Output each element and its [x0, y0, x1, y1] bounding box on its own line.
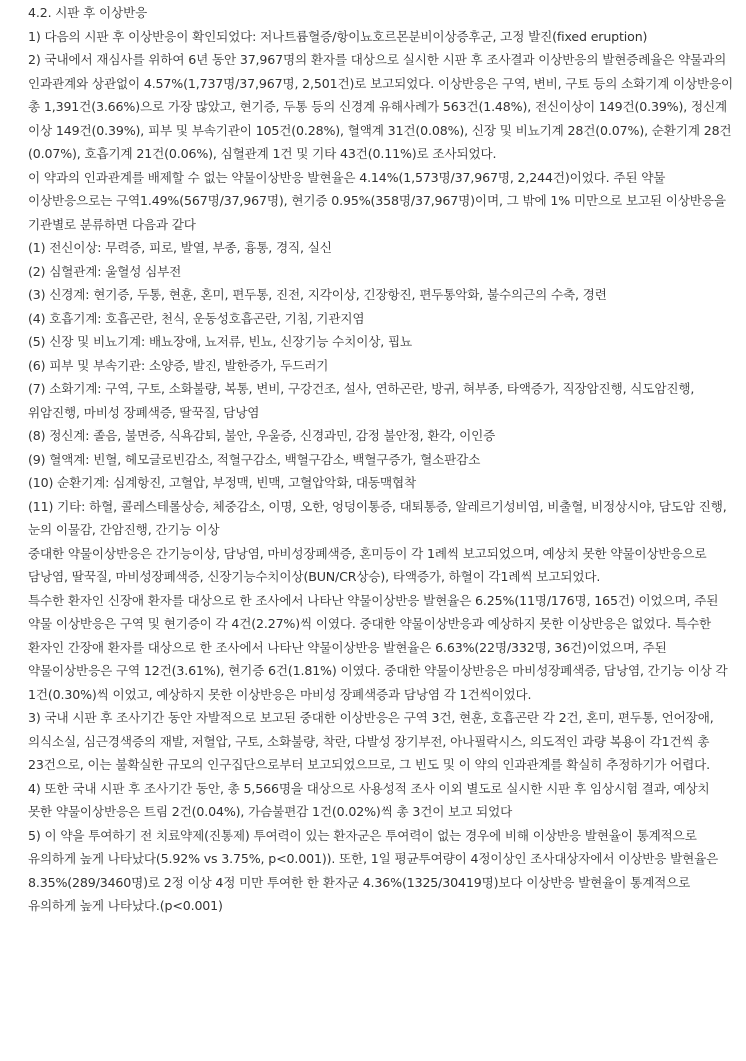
list-item-skin: (6) 피부 및 부속기관: 소양증, 발진, 발한증가, 두드러기: [28, 357, 329, 373]
list-item-psychiatric: (8) 정신계: 졸음, 불면증, 식욕감퇴, 불안, 우울증, 신경과민, 감정 불안정, 환각, 이인증: [28, 428, 496, 443]
paragraph-postmarketing-trial: 4) 또한 국내 시판 후 조사기간 동안, 총 5,566명을 대상으로 사용성적 조사 이외 별도로 실시한 시판 후 임상시험 결과, 예상치 못한 약물이상반응은 트림 2건(0.04%), 가슴불편감 1건(0.02%)씩 총 3건이 보고 되었다: [28, 780, 710, 819]
paragraph-prior-treatment: 5) 이 약을 투여하기 전 치료약제(진통제) 투여력이 있는 환자군은 투여력이 없는 경우에 비해 이상반응 발현율이 통계적으로 유의하게 높게 나타났다(5.92% vs 3.75%, p<0.001)). 또한, 1일 평균투여량이 4정이상인 조사대상자에서 이상반응 발현율은 8.35%(289/3460명)로 2정 이상 4정 미만 투여한 한 환자군 4.36%(1325/30419명)보다 이상반응 발현율이 통계적으로 유의하게 높게 나타났다.(p<0.001): [28, 827, 719, 913]
list-item-general: (1) 전신이상: 무력증, 피로, 발열, 부종, 흉통, 경직, 실신: [28, 240, 332, 255]
list-item-other: (11) 기타: 하혈, 콜레스테롤상승, 체중감소, 이명, 오한, 엉덩이통증, 대퇴통증, 알레르기성비염, 비출혈, 비정상시야, 담도암 진행, 눈의 이물감, 간암진행, 간기능 이상: [28, 498, 727, 537]
paragraph-serious-adr: 중대한 약물이상반응은 간기능이상, 담낭염, 마비성장폐색증, 혼미등이 각 1례씩 보고되었으며, 예상치 못한 약물이상반응으로 담낭염, 딸꾹질, 마비성장폐색증, 신장기능수치이상(BUN/CR상승), 타액증가, 하혈이 각1례씩 보고되었다.: [28, 545, 707, 584]
paragraph-reexamination-survey: 2) 국내에서 재심사를 위하여 6년 동안 37,967명의 환자를 대상으로 실시한 시판 후 조사결과 이상반응의 발현증례율은 약물과의 인과관계와 상관없이 4.57%(1,737명/37,967명, 2,501건)로 보고되었다. 이상반응은 구역, 변비, 구토 등의 소화기계 이상반응이 총 1,391건(3.66%)으로 가장 많았고, 현기증, 두통 등의 신경계 유해사례가 563건(1.48%), 전신이상이 149건(0.39%), 정신계 이상 149건(0.39%), 피부 및 부속기관이 105건(0.28%), 혈액계 31건(0.08%), 신장 및 비뇨기계 28건(0.07%), 순환기계 28건(0.07%), 호흡기계 21건(0.06%), 심혈관계 1건 및 기타 43건(0.11%)로 조사되었다.: [28, 52, 734, 161]
paragraph-causal-adr-rate: 이 약과의 인과관계를 배제할 수 없는 약물이상반응 발현율은 4.14%(1,573명/37,967명, 2,244건)이었다. 주된 약물 이상반응으로는 구역1.49%(567명/37,967명), 현기증 0.95%(358명/37,967명)이며, 그 밖에 1% 미만으로 보고된 이상반응을 기관별로 분류하면 다음과 같다: [28, 169, 726, 232]
list-item-blood: (9) 혈액계: 빈혈, 헤모글로빈감소, 적혈구감소, 백혈구감소, 백혈구증가, 혈소판감소: [28, 451, 481, 467]
list-item-circulatory: (10) 순환기계: 심계항진, 고혈압, 부정맥, 빈맥, 고혈압악화, 대동맥협착: [28, 475, 416, 490]
paragraph-spontaneous-reports: 3) 국내 시판 후 조사기간 동안 자발적으로 보고된 중대한 이상반응은 구역 3건, 현훈, 호흡곤란 각 2건, 혼미, 편두통, 언어장애, 의식소실, 심근경색증의 재발, 저혈압, 구토, 소화불량, 착란, 다발성 장기부전, 아나필락시스, 의도적인 과량 복용이 각1건씩 총 23건으로, 이는 불확실한 규모의 인구집단으로부터 보고되었으므로, 그 빈도 및 이 약의 인과관계를 확실히 추정하기가 어렵다.: [28, 710, 714, 772]
list-item-cardiovascular: (2) 심혈관계: 울혈성 심부전: [28, 263, 182, 279]
paragraph-special-populations: 특수한 환자인 신장애 환자를 대상으로 한 조사에서 나타난 약물이상반응 발현율은 6.25%(11명/176명, 165건) 이었으며, 주된 약물 이상반응은 구역 및 현기증이 각 4건(2.27%)씩 이였다. 중대한 약물이상반응과 예상하지 못한 이상반응은 없었다. 특수한 환자인 간장애 환자를 대상으로 한 조사에서 나타난 약물이상반응 발현율은 6.63%(22명/332명, 36건)이었으며, 주된 약물이상반응은 구역 12건(3.61%), 현기증 6건(1.81%) 이였다. 중대한 약물이상반응은 마비성장폐색증, 담낭염, 간기능 이상 각 1건(0.30%)씩 이었고, 예상하지 못한 이상반응은 마비성 장폐색증과 담낭염 각 1건씩이었다.: [28, 592, 728, 702]
list-item-digestive: (7) 소화기계: 구역, 구토, 소화불량, 복통, 변비, 구강건조, 설사, 연하곤란, 방귀, 혀부종, 타액증가, 직장암진행, 식도암진행, 위암진행, 마비성 장폐색증, 딸꾹질, 담낭염: [28, 381, 695, 420]
paragraph-postmarketing-reactions: 1) 다음의 시판 후 이상반응이 확인되었다: 저나트륨혈증/항이뇨호르몬분비이상증후군, 고정 발진(fixed eruption): [28, 28, 648, 44]
list-item-nervous: (3) 신경계: 현기증, 두통, 현훈, 혼미, 편두통, 진전, 지각이상, 긴장항진, 편두통악화, 불수의근의 수축, 경련: [28, 287, 607, 302]
list-item-respiratory: (4) 호흡기계: 호흡곤란, 천식, 운동성호흡곤란, 기침, 기관지염: [28, 310, 365, 326]
section-title: 4.2. 시판 후 이상반응: [28, 5, 148, 20]
list-item-renal-urinary: (5) 신장 및 비뇨기계: 배뇨장애, 뇨저류, 빈뇨, 신장기능 수치이상, 핍뇨: [28, 334, 412, 349]
